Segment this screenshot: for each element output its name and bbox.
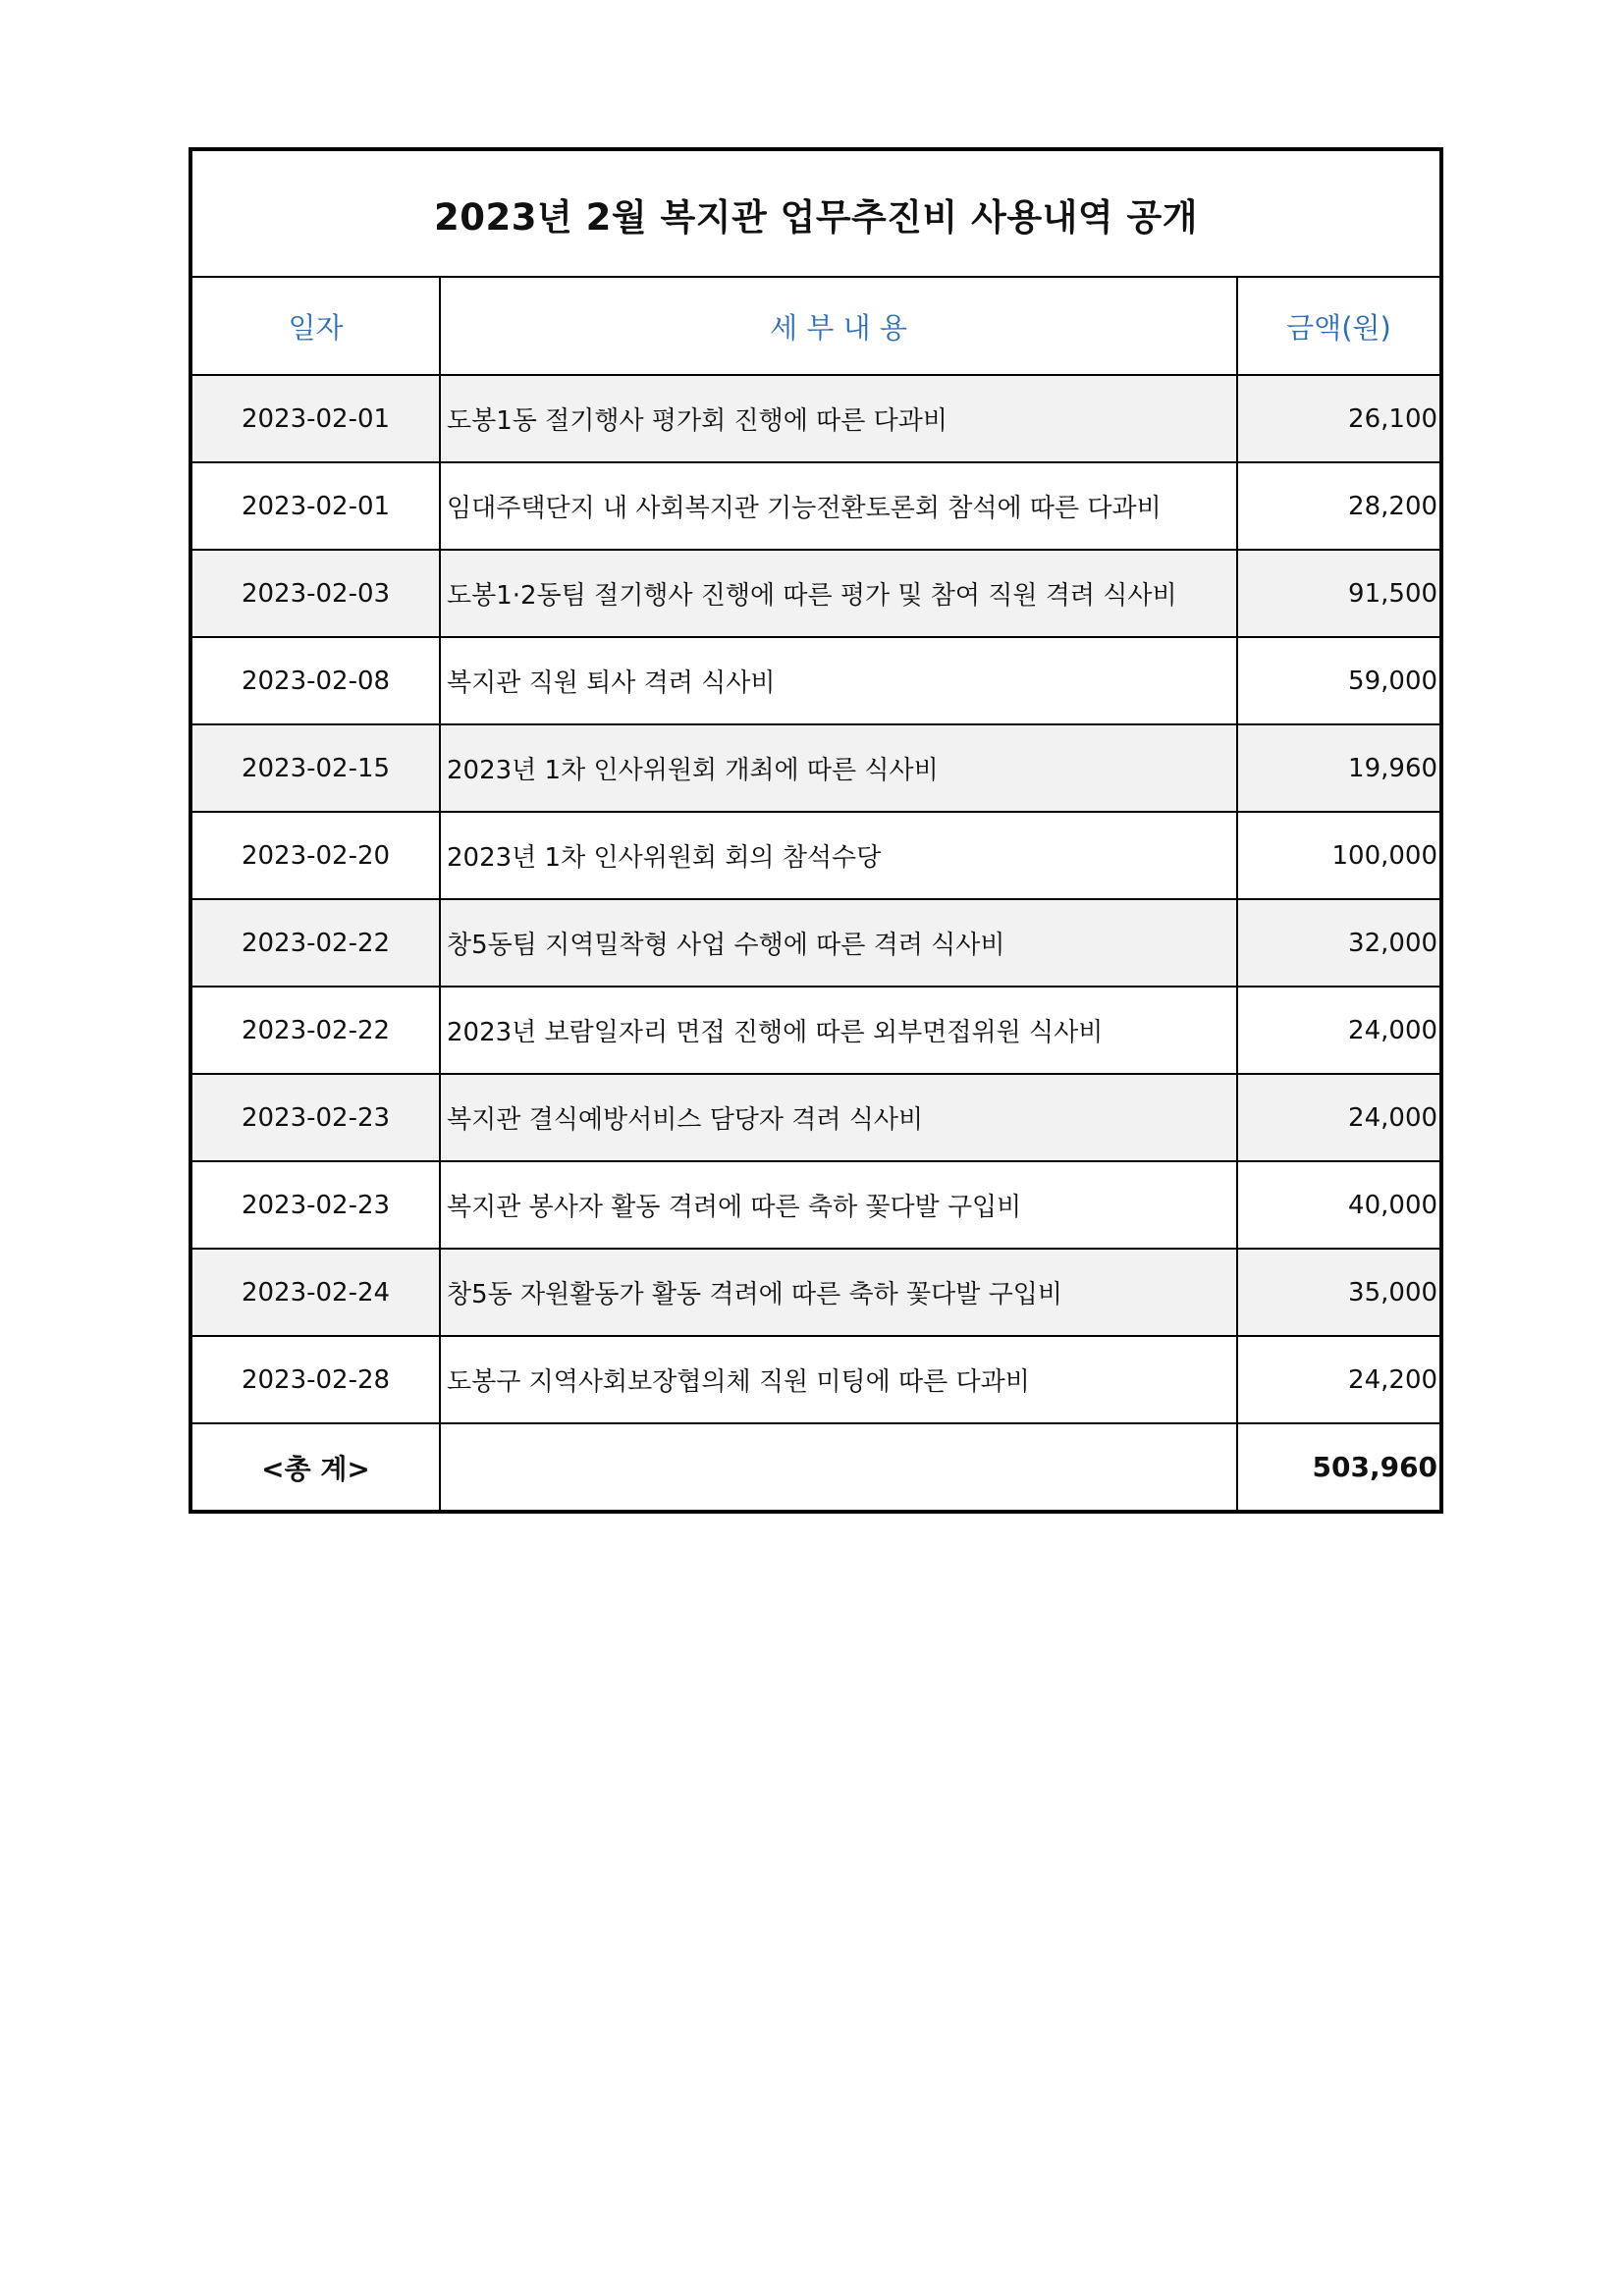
row-detail: 창5동 자원활동가 활동 격려에 따른 축하 꽃다발 구입비	[440, 1249, 1237, 1336]
title-row	[192, 151, 1439, 277]
table-row	[192, 462, 1439, 550]
row-date: 2023-02-01	[192, 462, 440, 550]
header-row	[192, 277, 1439, 375]
column-header-amount: 금액(원)	[1237, 277, 1439, 375]
row-date: 2023-02-22	[192, 899, 440, 987]
table-row	[192, 987, 1439, 1074]
row-detail: 복지관 결식예방서비스 담당자 격려 식사비	[440, 1074, 1237, 1161]
row-amount: 24,000	[1237, 987, 1439, 1074]
expense-table	[192, 151, 1439, 1510]
row-detail: 도봉구 지역사회보장협의체 직원 미팅에 따른 다과비	[440, 1336, 1237, 1423]
column-header-detail: 세 부 내 용	[440, 277, 1237, 375]
row-detail: 복지관 봉사자 활동 격려에 따른 축하 꽃다발 구입비	[440, 1161, 1237, 1249]
row-amount: 35,000	[1237, 1249, 1439, 1336]
total-amount: 503,960	[1237, 1423, 1439, 1510]
row-amount: 40,000	[1237, 1161, 1439, 1249]
table-row	[192, 1074, 1439, 1161]
table-row	[192, 899, 1439, 987]
table-row	[192, 1161, 1439, 1249]
row-detail: 2023년 보람일자리 면접 진행에 따른 외부면접위원 식사비	[440, 987, 1237, 1074]
row-detail: 복지관 직원 퇴사 격려 식사비	[440, 637, 1237, 724]
row-detail: 2023년 1차 인사위원회 회의 참석수당	[440, 812, 1237, 899]
total-row	[192, 1423, 1439, 1510]
row-amount: 32,000	[1237, 899, 1439, 987]
row-date: 2023-02-23	[192, 1074, 440, 1161]
document-title: 2023년 2월 복지관 업무추진비 사용내역 공개	[192, 151, 1439, 277]
row-date: 2023-02-15	[192, 724, 440, 812]
total-label: <총 계>	[192, 1423, 440, 1510]
total-detail	[440, 1423, 1237, 1510]
row-detail: 도봉1·2동팀 절기행사 진행에 따른 평가 및 참여 직원 격려 식사비	[440, 550, 1237, 637]
row-amount: 59,000	[1237, 637, 1439, 724]
row-amount: 100,000	[1237, 812, 1439, 899]
row-amount: 91,500	[1237, 550, 1439, 637]
table-row	[192, 1336, 1439, 1423]
row-date: 2023-02-28	[192, 1336, 440, 1423]
table-row	[192, 375, 1439, 462]
row-date: 2023-02-01	[192, 375, 440, 462]
expense-report-table	[189, 147, 1443, 1514]
row-date: 2023-02-22	[192, 987, 440, 1074]
row-amount: 24,000	[1237, 1074, 1439, 1161]
row-date: 2023-02-03	[192, 550, 440, 637]
row-detail: 임대주택단지 내 사회복지관 기능전환토론회 참석에 따른 다과비	[440, 462, 1237, 550]
table-row	[192, 637, 1439, 724]
row-detail: 도봉1동 절기행사 평가회 진행에 따른 다과비	[440, 375, 1237, 462]
row-amount: 28,200	[1237, 462, 1439, 550]
table-row	[192, 550, 1439, 637]
row-amount: 26,100	[1237, 375, 1439, 462]
row-date: 2023-02-20	[192, 812, 440, 899]
row-detail: 창5동팀 지역밀착형 사업 수행에 따른 격려 식사비	[440, 899, 1237, 987]
column-header-date: 일자	[192, 277, 440, 375]
row-date: 2023-02-24	[192, 1249, 440, 1336]
table-row	[192, 1249, 1439, 1336]
row-amount: 24,200	[1237, 1336, 1439, 1423]
table-row	[192, 724, 1439, 812]
row-amount: 19,960	[1237, 724, 1439, 812]
row-date: 2023-02-23	[192, 1161, 440, 1249]
row-detail: 2023년 1차 인사위원회 개최에 따른 식사비	[440, 724, 1237, 812]
table-row	[192, 812, 1439, 899]
row-date: 2023-02-08	[192, 637, 440, 724]
